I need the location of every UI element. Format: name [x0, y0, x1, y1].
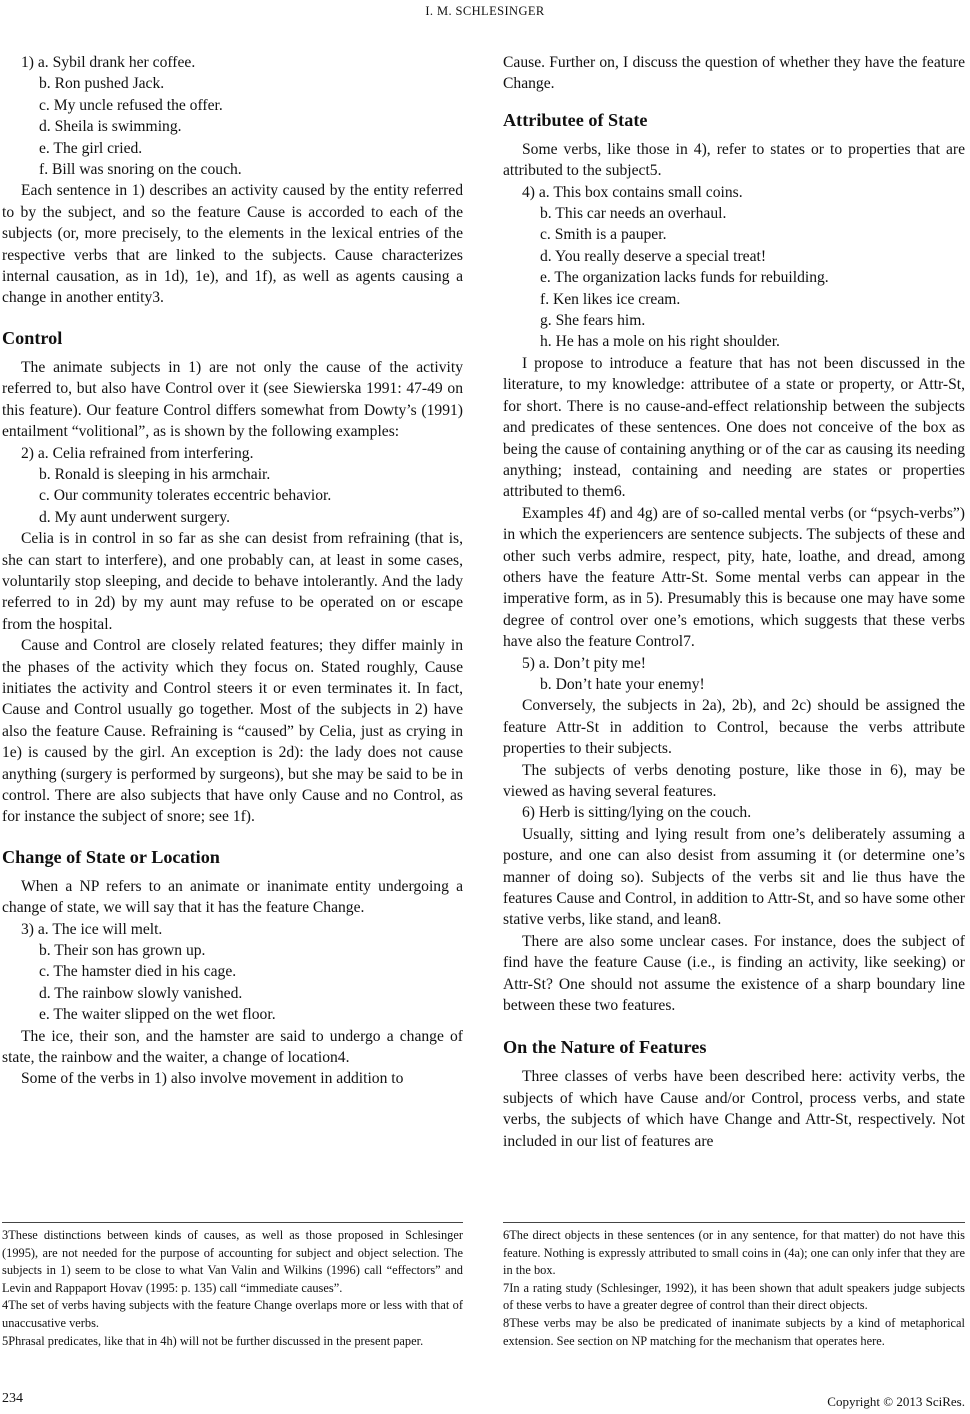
page-number: 234 [2, 1391, 23, 1406]
example-line: g. She fears him. [540, 312, 646, 330]
example-line: 4) a. This box contains small coins. [522, 183, 743, 201]
example-line: 5) a. Don’t pity me! [522, 654, 647, 672]
paragraph: I propose to introduce a feature that has not been discussed in the literature, to my knowledge: attributee of a state or property, or Attr-St, for short. There is no cause-and-effect relationship between the subjects and predicates of these sentences. One does not conceive of the box as being the cause of containing anything or of the car as causing its needing anything; instead, containing and needing are states or properties attributed to them6. [503, 354, 965, 501]
paragraph: The animate subjects in 1) are not only the cause of the activity referred to, but also have Control over it (see Siewierska 1991: 47-49 on this feature). Our feature Control differs somewhat from Dowty’s (1991) entailment “volitional”, as is shown by the following examples: [2, 358, 463, 441]
paragraph: There are also some unclear cases. For instance, does the subject of find have the feature Cause (i.e., is finding an activity, like seeking) or Attr-St? One should not assume the existence of a sharp boundary line between these two features. [503, 932, 965, 1015]
paragraph: Celia is in control in so far as she can desist from refraining (that is, she can start to interfere), and one probably can, at least in some cases, voluntarily stop sleeping, and decide to behave intolerantly. And the lady referred to in 2d) by my aunt may refuse to be operated on or escape from the hospital. [2, 530, 463, 633]
examples-3 [2, 919, 463, 1026]
paragraph: Cause and Control are closely related features; they differ mainly in the phases of the activity which they focus on. Stated roughly, Cause initiates the activity and Control steers it or even terminates it. In fact, Cause and Control usually go together. Most of the subjects in 2) have also the feature Cause. Refraining is “caused” by Celia, just as crying in 1e) is caused by the girl. An exception is 2d): the lady does not cause anything (surgery is performed by surgeons), but she may be said to be in control. There are also subjects that have only Cause and no Control, as for instance the subject of snore; see 1f). [2, 637, 463, 826]
example-line: d. The rainbow slowly vanished. [39, 984, 243, 1002]
section-heading-nature: On the Nature of Features [503, 1037, 707, 1058]
footnote-7: 7In a rating study (Schlesinger, 1992), it has been shown that adult speakers judge subjects of these verbs to have a greater degree of control than their direct objects. [503, 1280, 965, 1313]
footnote-8: 8These verbs may be also be predicated of inanimate subjects by a kind of metaphorical extension. See section on NP matching for the mechanism that operates here. [503, 1315, 965, 1348]
copyright: Copyright © 2013 SciRes. [827, 1394, 965, 1409]
paragraph: Usually, sitting and lying result from one’s deliberately assuming a posture, and one can also desist from assuming it (or determine one’s manner of doing so). Subjects of the verbs sit and lie thus have the features Cause and Control, in addition to Attr-St, and so have some other stative verbs, like stand, and lean8. [503, 825, 965, 929]
example-line: b. Ronald is sleeping in his armchair. [39, 465, 271, 483]
example-line: 1) a. Sybil drank her coffee. [21, 54, 196, 71]
footnotes-left [2, 1227, 463, 1350]
example-line: c. Smith is a pauper. [540, 226, 667, 244]
example-line: 3) a. The ice will melt. [21, 920, 163, 938]
examples-5 [503, 653, 965, 696]
section-heading-attributee: Attributee of State [503, 109, 648, 130]
example-line: b. This car needs an overhaul. [540, 205, 727, 223]
example-line: f. Ken likes ice cream. [540, 290, 681, 308]
examples-1 [2, 52, 463, 180]
example-line: b. Their son has grown up. [39, 942, 206, 960]
footnote-rule [2, 1222, 463, 1223]
footnote-4: 4The set of verbs having subjects with the feature Change overlaps more or less with that of unaccusative verbs. [2, 1298, 463, 1330]
example-line: d. You really deserve a special treat! [540, 247, 767, 265]
paragraph: When a NP refers to an animate or inanimate entity undergoing a change of state, we will say that it has the feature Change. [2, 877, 463, 917]
example-line: b. Ron pushed Jack. [39, 75, 165, 93]
example-line: e. The waiter slipped on the wet floor. [39, 1006, 276, 1024]
example-line: b. Don’t hate your enemy! [540, 675, 705, 693]
example-line: c. The hamster died in his cage. [39, 963, 237, 981]
example-line: 2) a. Celia refrained from interfering. [21, 444, 254, 462]
example-line: d. Sheila is swimming. [39, 118, 182, 136]
right-column [503, 52, 965, 1152]
paragraph: Some verbs, like those in 4), refer to states or to properties that are attributed to the subject5. [503, 140, 965, 180]
footnote-6: 6The direct objects in these sentences (or in any sentence, for that matter) do not have this feature. Nothing is expressly attributed to small coins in (4a); one can only infer that they are in the box. [503, 1228, 965, 1278]
section-heading-change: Change of State or Location [2, 846, 220, 867]
paragraph: Some of the verbs in 1) also involve movement in addition to [21, 1070, 404, 1088]
footnote-3: 3These distinctions between kinds of causes, as well as those proposed in Schlesinger (1995), are not needed for the purpose of accounting for subject and object selection. The subjects in 1) seem to be close to what Van Valin and Wilkins (1996) call “effectors” and Levin and Rappaport Hovav (1995: p. 135) call “immediate causes”. [2, 1228, 463, 1295]
example-line: c. My uncle refused the offer. [39, 96, 223, 114]
paragraph: The subjects of verbs denoting posture, like those in 6), may be viewed as having several features. [503, 761, 965, 800]
paragraph: Three classes of verbs have been described here: activity verbs, the subjects of which have Cause and/or Control, process verbs, and state verbs, the subjects of which have Change and Attr-St, respectively. Not included in our list of features are [503, 1068, 965, 1150]
paragraph: Cause. Further on, I discuss the question of whether they have the feature Change. [503, 54, 965, 93]
example-line: d. My aunt underwent surgery. [39, 508, 230, 526]
paragraph: Each sentence in 1) describes an activity caused by the entity referred to by the subject, and so the feature Cause is accorded to each of the subjects (or, more precisely, to the elements in the lexical entries of the respective verbs that are linked to the subjects. Cause characterizes internal causation, as in 1d), 1e), and 1f), as well as agents causing a change in another entity3. [2, 182, 463, 307]
example-line: 6) Herb is sitting/lying on the couch. [522, 804, 752, 822]
footnotes-right [503, 1227, 965, 1350]
example-line: e. The girl cried. [39, 139, 143, 157]
example-line: f. Bill was snoring on the couch. [39, 161, 242, 179]
paragraph: Conversely, the subjects in 2a), 2b), and 2c) should be assigned the feature Attr-St in addition to Control, because the verbs attribute properties to their subjects. [503, 697, 965, 758]
footnote-rule [503, 1222, 965, 1223]
paragraph: Examples 4f) and 4g) are of so-called mental verbs (or “psych-verbs”) in which the experiencers are sentence subjects. The subjects of these and other such verbs admire, respect, pity, hate, loathe, and dread, among others have the feature Attr-St. Some mental verbs can appear in the imperative form, as in 5). Presumably this is because one may have some degree of control over one’s emotions, which suggests that these verbs have also the feature Control7. [503, 504, 965, 651]
section-heading-control: Control [2, 327, 63, 348]
running-head: I. M. SCHLESINGER [425, 4, 545, 18]
left-column [2, 52, 463, 1090]
example-line: c. Our community tolerates eccentric behavior. [39, 487, 332, 505]
footnote-5: 5Phrasal predicates, like that in 4h) will not be further discussed in the present paper. [2, 1333, 424, 1348]
examples-2 [2, 443, 463, 529]
paragraph: The ice, their son, and the hamster are said to undergo a change of state, the rainbow and the waiter, a change of location4. [2, 1027, 463, 1067]
example-line: h. He has a mole on his right shoulder. [540, 333, 780, 351]
examples-4 [503, 182, 965, 353]
example-line: e. The organization lacks funds for rebuilding. [540, 269, 829, 287]
